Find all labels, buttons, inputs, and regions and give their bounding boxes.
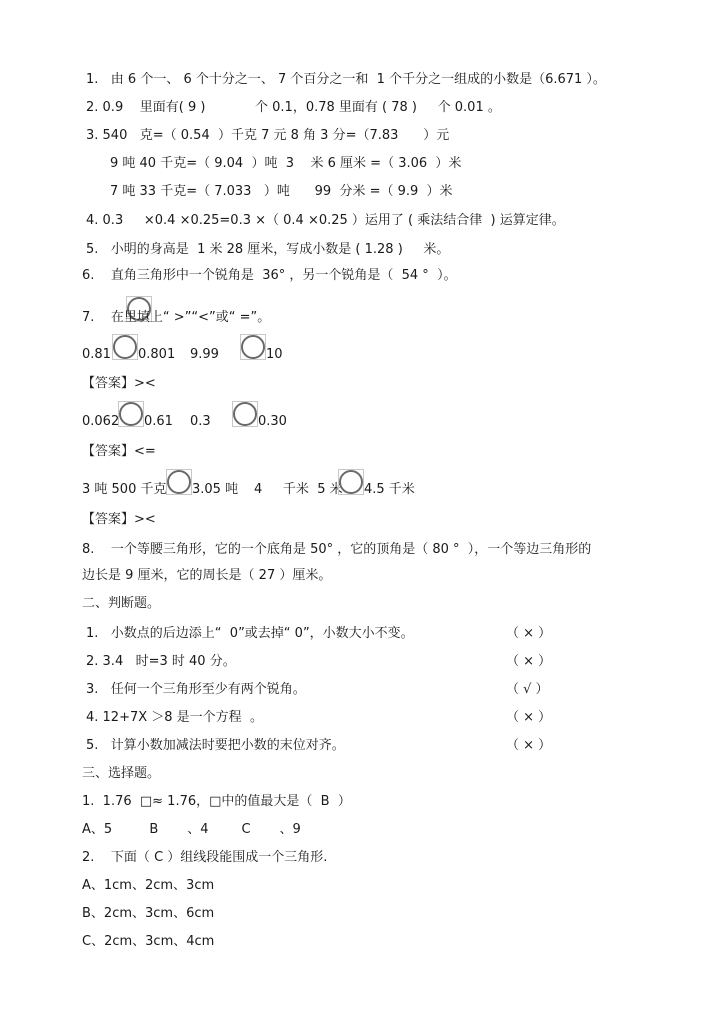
compare-circle-2[interactable]: [240, 334, 266, 360]
compare-circle-3[interactable]: [118, 401, 144, 427]
fill-q6: 6. 直角三角形中一个锐角是 36° ，另一个锐角是（ 54 ° ）。: [82, 268, 457, 283]
judge-mark-1: （ × ）: [506, 626, 552, 641]
answer-3: 【答案】><: [82, 512, 156, 527]
compare-circle-1[interactable]: [112, 334, 138, 360]
compare-6-right: 4.5 千米: [364, 482, 415, 497]
fill-q3c: 7 吨 33 千克=（ 7.033 ）吨 99 分米 =（ 9.9 ）米: [110, 184, 453, 199]
judge-mark-3: （ √ ）: [506, 682, 549, 697]
fill-q8-line1: 8. 一个等腰三角形，它的一个底角是 50° ，它的顶角是（ 80 ° ），一个等边三角形的: [82, 542, 592, 557]
compare-2-left: 9.99: [190, 347, 219, 362]
choice-q2-option-b: B、2cm、3cm、6cm: [82, 906, 215, 921]
judge-item-3: 3. 任何一个三角形至少有两个锐角。: [86, 682, 306, 697]
judge-item-4: 4. 12+7X ＞8 是一个方程 。: [86, 710, 263, 725]
choice-q2-option-a: A、1cm、2cm、3cm: [82, 878, 215, 893]
compare-5-right: 3.05 吨: [192, 482, 239, 497]
compare-1-right: 0.801: [138, 347, 176, 362]
answer-2: 【答案】<=: [82, 444, 156, 459]
judge-mark-4: （ × ）: [506, 710, 552, 725]
fill-q3a: 3. 540 克=（ 0.54 ）千克 7 元 8 角 3 分=（7.83 ）元: [86, 128, 450, 143]
choice-q1: 1. 1.76 □≈ 1.76，□中的值最大是（ B ）: [82, 794, 351, 809]
fill-q8-line2: 边长是 9 厘米，它的周长是（ 27 ）厘米。: [82, 568, 332, 583]
judge-mark-5: （ × ）: [506, 738, 552, 753]
choice-q1-options: A、5 B 、4 C 、9: [82, 822, 301, 837]
fill-q1: 1. 由 6 个一、 6 个十分之一、 7 个百分之一和 1 个千分之一组成的小数是（6.671 ）。: [86, 72, 606, 87]
judge-item-2: 2. 3.4 时=3 时 40 分。: [86, 654, 236, 669]
compare-3-right: 0.61: [144, 414, 173, 429]
section-choice-heading: 三、选择题。: [82, 766, 161, 781]
judge-mark-2: （ × ）: [506, 654, 552, 669]
compare-3-left: 0.062: [82, 414, 120, 429]
choice-q2: 2. 下面（ C ）组线段能围成一个三角形.: [82, 850, 328, 865]
section-judge-heading: 二、判断题。: [82, 596, 161, 611]
compare-5-left: 3 吨 500 千克: [82, 482, 167, 497]
compare-4-right: 0.30: [258, 414, 287, 429]
fill-q3b: 9 吨 40 千克=（ 9.04 ）吨 3 米 6 厘米 =（ 3.06 ）米: [110, 156, 462, 171]
fill-q4: 4. 0.3 ×0.4 ×0.25=0.3 ×（ 0.4 ×0.25 ）运用了 ( 乘法结合律 ) 运算定律。: [86, 213, 565, 228]
fill-q2: 2. 0.9 里面有( 9 ) 个 0.1，0.78 里面有 ( 78 ) 个 0.01 。: [86, 100, 501, 115]
answer-1: 【答案】><: [82, 376, 156, 391]
fill-q7: 7. 在里填上“ >”“<”或“ =”。: [82, 310, 271, 325]
fill-q5: 5. 小明的身高是 1 米 28 厘米，写成小数是 ( 1.28 ) 米。: [86, 242, 450, 257]
compare-circle-6[interactable]: [338, 469, 364, 495]
compare-4-left: 0.3: [190, 414, 211, 429]
choice-q2-option-c: C、2cm、3cm、4cm: [82, 934, 215, 949]
judge-item-5: 5. 计算小数加减法时要把小数的末位对齐。: [86, 738, 345, 753]
judge-item-1: 1. 小数点的后边添上“ 0”或去掉“ 0”，小数大小不变。: [86, 626, 414, 641]
compare-circle-4[interactable]: [232, 401, 258, 427]
compare-circle-5[interactable]: [166, 469, 192, 495]
compare-1-left: 0.81: [82, 347, 111, 362]
compare-2-right: 10: [266, 347, 283, 362]
compare-6-left: 4 千米 5 米: [254, 482, 343, 497]
